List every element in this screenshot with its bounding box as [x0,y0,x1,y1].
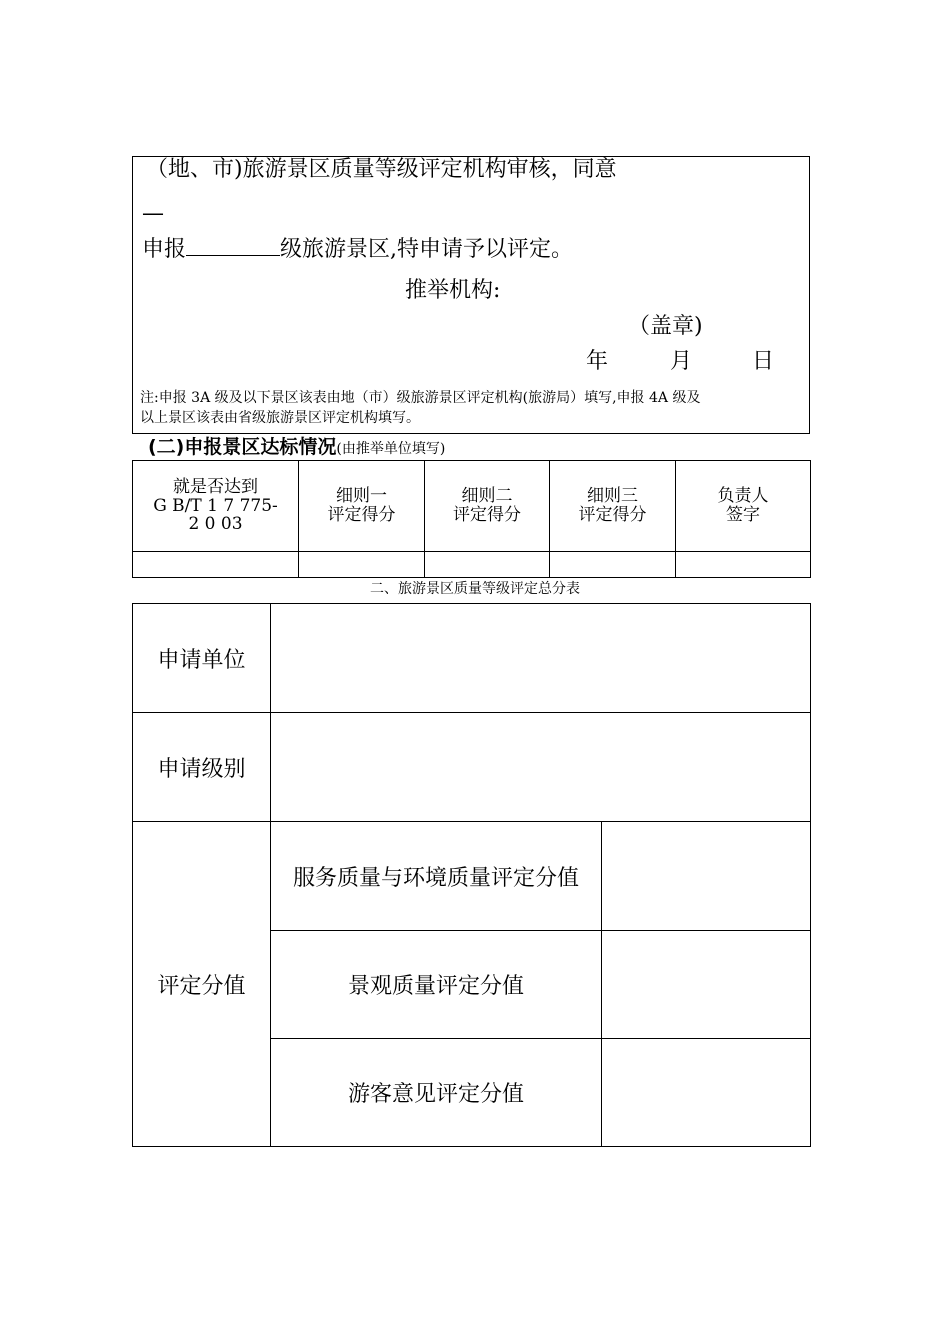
score-label: 评定分值 [133,822,271,1147]
rule-1-score-cell[interactable] [299,552,425,578]
visitor-opinion-score-label: 游客意见评定分值 [271,1039,602,1147]
compliance-header-row [133,461,811,552]
compliance-input-row [133,552,811,578]
landscape-score-cell[interactable] [602,931,811,1039]
summary-table [132,603,811,1147]
note-line-1: 注:申报 3A 级及以下景区该表由地（市）级旅游景区评定机构(旅游局）填写,申报 4A 级及 [140,390,701,406]
year-label: 年 [586,349,609,374]
summary-caption: 二、旅游景区质量等级评定总分表 [370,581,580,597]
landscape-score-label: 景观质量评定分值 [271,931,602,1039]
review-statement: （地、市)旅游景区质量等级评定机构审核，同意 [146,157,617,182]
recommending-org-label: 推举机构: [405,278,501,303]
header-rule-2-score: 细则二 评定得分 [425,461,550,552]
rule-2-score-cell[interactable] [425,552,550,578]
applicant-value-cell[interactable] [271,604,811,713]
compliance-table [132,460,811,578]
level-value-cell[interactable] [271,713,811,822]
level-label: 申请级别 [133,713,271,822]
gbt-compliance-cell[interactable] [133,552,299,578]
seal-label: （盖章) [628,314,703,339]
signature-cell[interactable] [676,552,811,578]
header-gbt-compliance: 就是否达到 G B/T 1 7 775- 2 0 03 [133,461,299,552]
score-row-service [133,822,811,931]
note-line-2: 以上景区该表由省级旅游景区评定机构填写。 [140,410,420,427]
rule-3-score-cell[interactable] [550,552,676,578]
header-signature: 负责人 签字 [676,461,811,552]
level-row [133,713,811,822]
note-text [140,388,700,429]
header-rule-1-score: 细则一 评定得分 [299,461,425,552]
level-blank[interactable] [186,237,280,256]
month-label: 月 [670,349,693,374]
section-title-compliance [148,438,445,457]
apply-statement [142,237,573,261]
day-label: 日 [752,349,775,374]
applicant-row [133,604,811,713]
applicant-label: 申请单位 [133,604,271,713]
dash-mark: — [142,201,164,226]
header-rule-3-score: 细则三 评定得分 [550,461,676,552]
section-title-text: (二)申报景区达标情况 [148,436,337,458]
visitor-opinion-score-cell[interactable] [602,1039,811,1147]
service-environment-score-label: 服务质量与环境质量评定分值 [271,822,602,931]
service-environment-score-cell[interactable] [602,822,811,931]
apply-suffix: 级旅游景区,特申请予以评定。 [280,237,574,262]
section-title-note: (由推举单位填写) [336,441,446,457]
apply-prefix: 申报 [142,237,187,262]
